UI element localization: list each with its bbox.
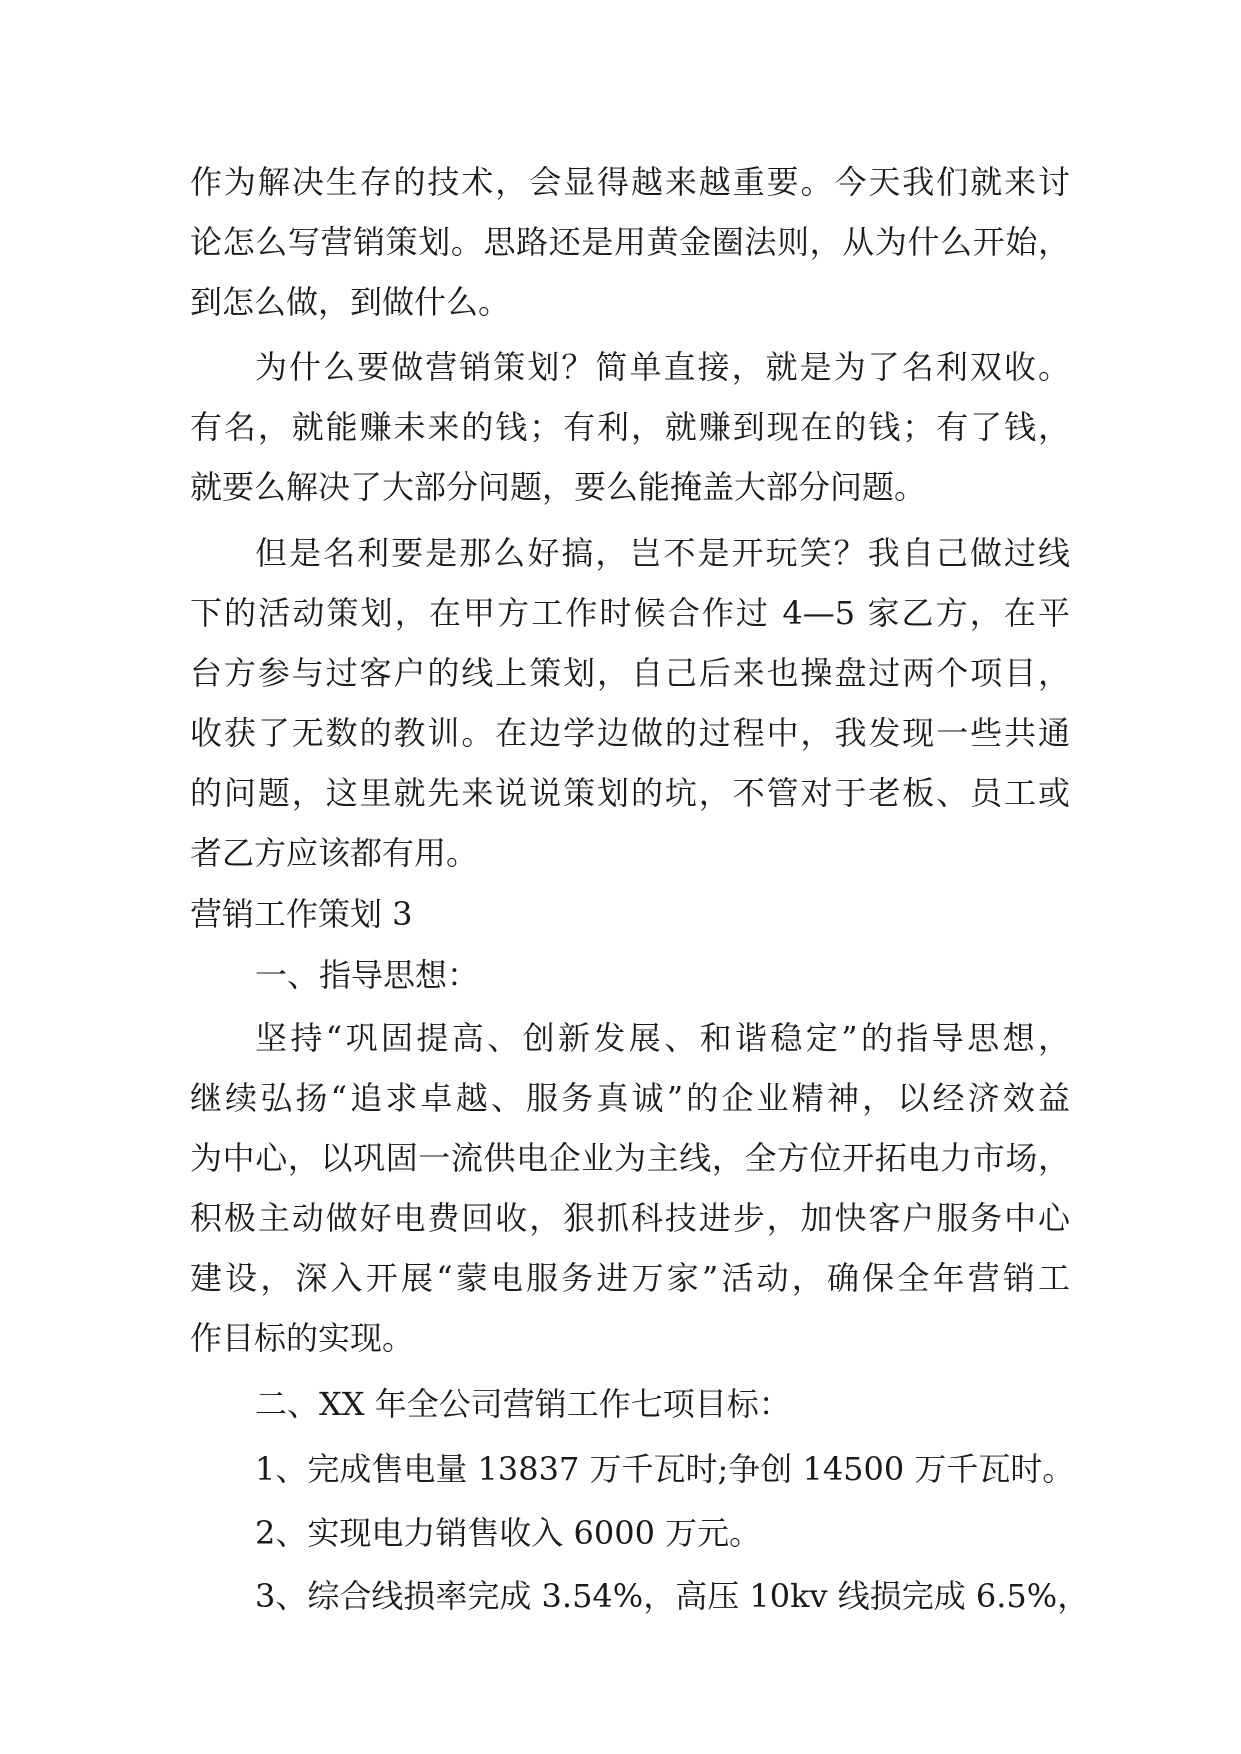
paragraph-line: 台方参与过客户的线上策划，自己后来也操盘过两个项目， <box>190 654 1070 692</box>
list-item: 2、实现电力销售收入 6000 万元。 <box>255 1514 762 1552</box>
paragraph-line: 坚持“巩固提高、创新发展、和谐稳定”的指导思想， <box>255 1019 1070 1057</box>
subsection-heading: 一、指导思想： <box>255 956 480 994</box>
paragraph-line: 继续弘扬“追求卓越、服务真诚”的企业精神，以经济效益 <box>190 1079 1070 1117</box>
list-item: 3、综合线损率完成 3.54%，高压 10kv 线损完成 6.5%， <box>255 1577 1090 1615</box>
paragraph-line: 者乙方应该都有用。 <box>190 834 479 872</box>
paragraph-line: 就要么解决了大部分问题，要么能掩盖大部分问题。 <box>190 468 927 506</box>
paragraph-line: 积极主动做好电费回收，狠抓科技进步，加快客户服务中心 <box>190 1199 1070 1237</box>
paragraph-line: 收获了无数的教训。在边学边做的过程中，我发现一些共通 <box>190 714 1070 752</box>
paragraph-line: 作为解决生存的技术，会显得越来越重要。今天我们就来讨 <box>190 163 1070 201</box>
paragraph-line: 论怎么写营销策划。思路还是用黄金圈法则，从为什么开始， <box>190 223 1070 261</box>
paragraph-line: 为什么要做营销策划？简单直接，就是为了名利双收。 <box>255 348 1070 386</box>
paragraph-line: 但是名利要是那么好搞，岂不是开玩笑？我自己做过线 <box>255 534 1070 572</box>
subsection-heading: 二、XX 年全公司营销工作七项目标： <box>255 1385 791 1423</box>
paragraph-line: 下的活动策划，在甲方工作时候合作过 4—5 家乙方，在平 <box>190 594 1070 632</box>
paragraph-line: 的问题，这里就先来说说策划的坑，不管对于老板、员工或 <box>190 774 1070 812</box>
paragraph-line: 作目标的实现。 <box>190 1319 415 1357</box>
paragraph-line: 到怎么做，到做什么。 <box>190 283 511 321</box>
list-item: 1、完成售电量 13837 万千瓦时;争创 14500 万千瓦时。 <box>255 1450 1075 1488</box>
paragraph-line: 为中心，以巩固一流供电企业为主线，全方位开拓电力市场， <box>190 1139 1070 1177</box>
section-heading: 营销工作策划 3 <box>190 895 413 933</box>
paragraph-line: 有名，就能赚未来的钱；有利，就赚到现在的钱；有了钱， <box>190 408 1070 446</box>
paragraph-line: 建设，深入开展“蒙电服务进万家”活动，确保全年营销工 <box>190 1259 1070 1297</box>
